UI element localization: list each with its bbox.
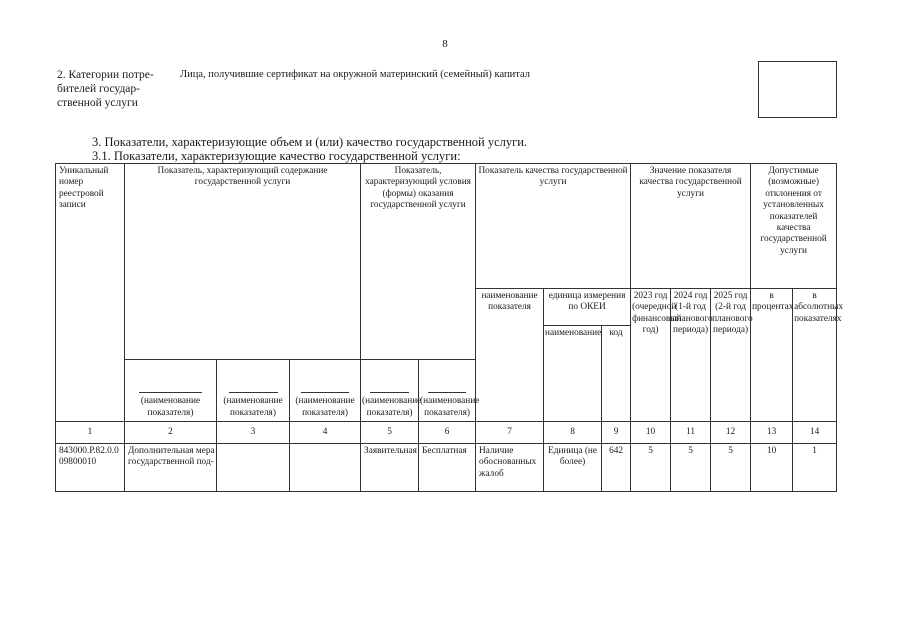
- header-sub-name-4: (наименование показателя): [290, 360, 361, 422]
- cell-value-2025: 5: [711, 444, 751, 492]
- col-number: 2: [125, 422, 217, 444]
- cell-content-2: [217, 444, 290, 492]
- header-deviation: Допустимые (возможные) отклонения от установленных показателей качества государственной услуги: [751, 164, 837, 289]
- cell-deviation-percent: 10: [751, 444, 793, 492]
- col-number: 3: [217, 422, 290, 444]
- section-3-1-heading: 3.1. Показатели, характеризующие качество государственной услуги:: [92, 149, 461, 163]
- cell-deviation-absolute: 1: [793, 444, 837, 492]
- quality-indicators-table: [55, 163, 843, 492]
- section-3-heading: 3. Показатели, характеризующие объем и (или) качество государственной услуги.: [92, 135, 528, 149]
- header-unique-number: Уникальный номер реестровой записи: [56, 164, 125, 422]
- col-number: 4: [290, 422, 361, 444]
- col-number: 11: [671, 422, 711, 444]
- col-number: 7: [476, 422, 544, 444]
- category-label: 2. Категории потре-бителей государ-ственной услуги: [57, 69, 154, 109]
- header-indicator-name: наименование показателя: [476, 289, 544, 422]
- header-indicator-value: Значение показателя качества государственной услуги: [631, 164, 751, 289]
- col-number: 13: [751, 422, 793, 444]
- registry-code-box: [758, 61, 837, 118]
- header-sub-name-5: (наименование показателя): [361, 360, 419, 422]
- cell-condition-2: Бесплатная: [419, 444, 476, 492]
- col-number: 8: [544, 422, 602, 444]
- header-sub-name-3: (наименование показателя): [217, 360, 290, 422]
- col-number: 12: [711, 422, 751, 444]
- header-year-2024: 2024 год (1-й год планового периода): [671, 289, 711, 422]
- cell-indicator-name: Наличие обоснованных жалоб: [476, 444, 544, 492]
- col-number: 9: [602, 422, 631, 444]
- header-sub-name-2: (наименование показателя): [125, 360, 217, 422]
- col-number: 10: [631, 422, 671, 444]
- header-unit-code: код: [602, 326, 631, 422]
- col-number: 5: [361, 422, 419, 444]
- header-absolute: в абсолютных показателях: [793, 289, 837, 422]
- category-value: Лица, получившие сертификат на окружной материнский (семейный) капитал: [180, 69, 530, 80]
- header-percent: в процентах: [751, 289, 793, 422]
- header-unit-name: наименование: [544, 326, 602, 422]
- cell-unit-name: Единица (не более): [544, 444, 602, 492]
- cell-content-1: Дополнительная мера государственной под-: [125, 444, 217, 492]
- header-year-2023: 2023 год (очередной финансовый год): [631, 289, 671, 422]
- header-quality-indicator: Показатель качества государственной услуги: [476, 164, 631, 289]
- col-number: 6: [419, 422, 476, 444]
- col-number: 1: [56, 422, 125, 444]
- header-sub-name-6: (наименование показателя): [419, 360, 476, 422]
- header-unit: единица измерения по ОКЕИ: [544, 289, 631, 326]
- header-conditions-indicator: Показатель, характеризующий условия (формы) оказания государственной услуги: [361, 164, 476, 360]
- cell-value-2024: 5: [671, 444, 711, 492]
- cell-value-2023: 5: [631, 444, 671, 492]
- cell-condition-1: Заявительная: [361, 444, 419, 492]
- cell-registry-number: 843000.Р.82.0.009800010: [56, 444, 125, 492]
- col-number: 14: [793, 422, 837, 444]
- table-row: [56, 444, 837, 492]
- cell-unit-code: 642: [602, 444, 631, 492]
- header-year-2025: 2025 год (2-й год планового периода): [711, 289, 751, 422]
- column-number-row: [56, 422, 837, 444]
- cell-content-3: [290, 444, 361, 492]
- page-number: 8: [442, 38, 448, 50]
- header-content-indicator: Показатель, характеризующий содержание государственной услуги: [125, 164, 361, 360]
